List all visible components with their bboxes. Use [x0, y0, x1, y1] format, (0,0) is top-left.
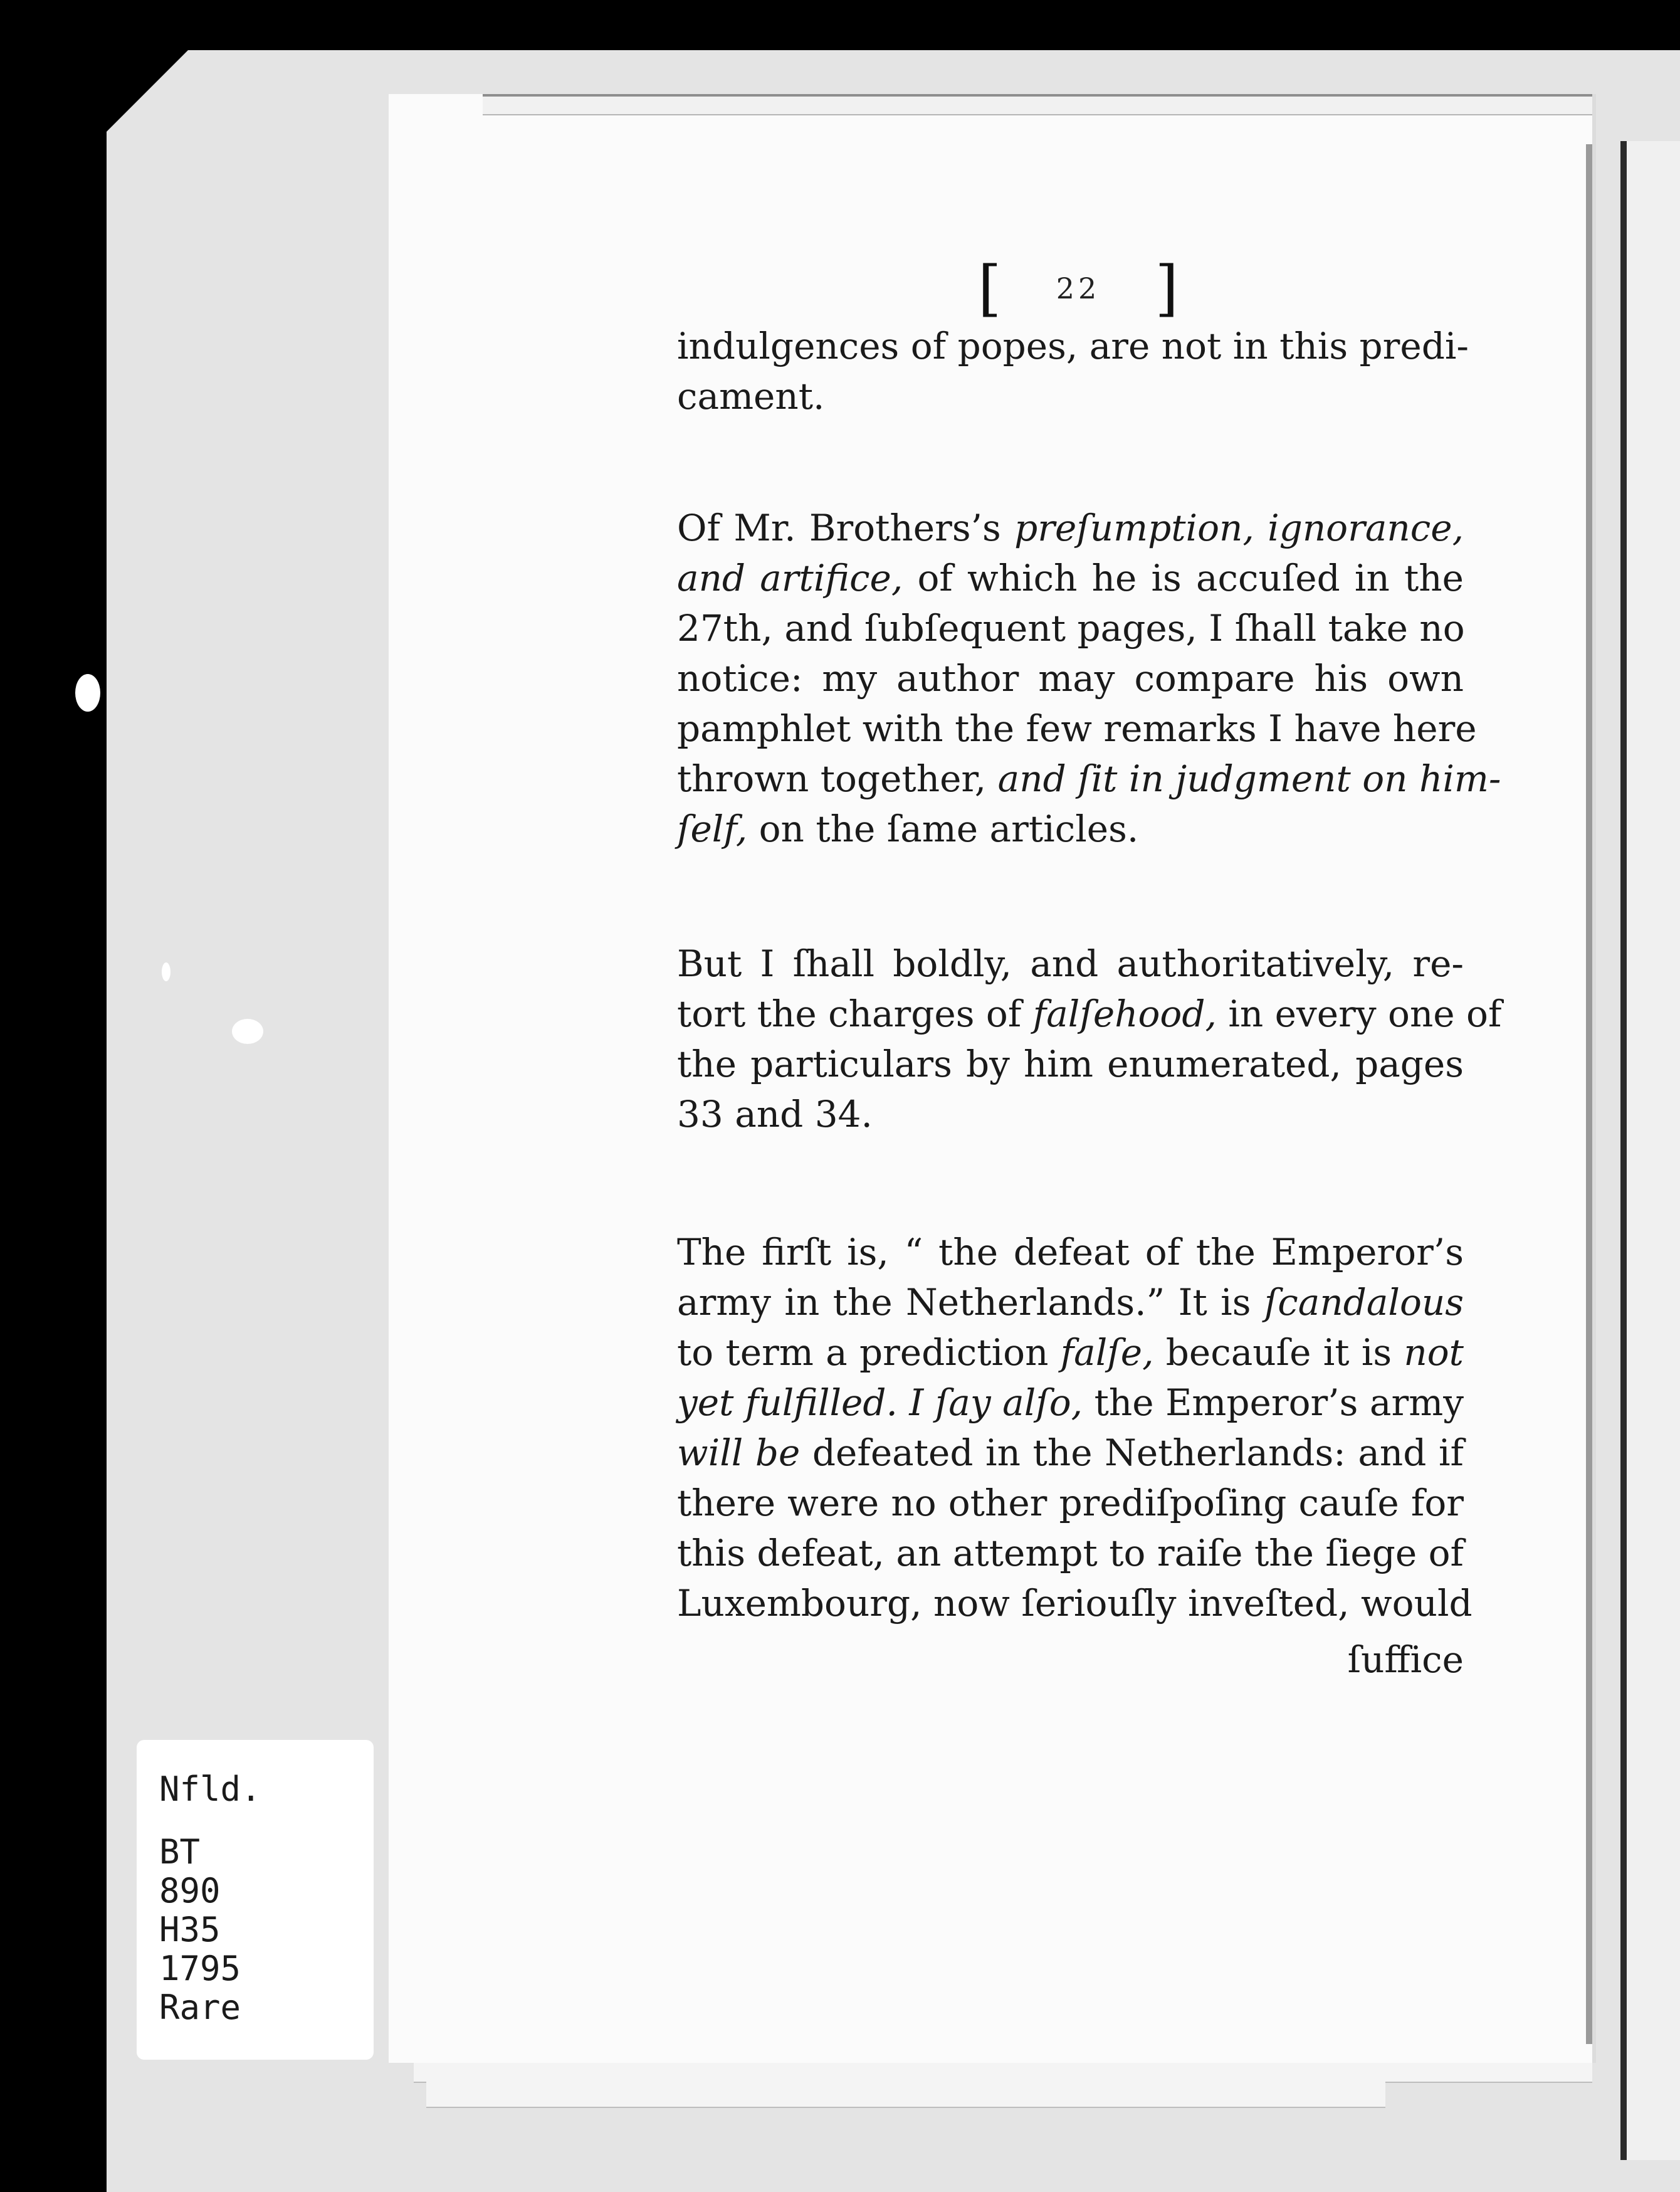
dust-speck — [232, 1019, 263, 1044]
text-line — [677, 1527, 1464, 1579]
text-run: cament. — [677, 375, 825, 418]
text-run: to term a prediction — [677, 1331, 1061, 1374]
text-run: the particulars by him enumerated, pages — [677, 1043, 1464, 1085]
italic-text: and ſit in judgment on him- — [997, 757, 1501, 800]
label-line: BT — [159, 1832, 201, 1872]
text-run: of which he is accuſed in the — [903, 557, 1464, 599]
italic-text: falſe, — [1060, 1331, 1154, 1374]
label-line: Nfld. — [159, 1769, 261, 1809]
page-gutter — [1586, 144, 1592, 2044]
page-top-edge — [483, 94, 1592, 115]
page-header — [978, 254, 1179, 323]
text-line — [677, 702, 1477, 755]
text-run: army in the Netherlands.” It is — [677, 1281, 1264, 1324]
italic-text: ſelf, — [677, 808, 748, 850]
text-line — [677, 1038, 1464, 1090]
text-run: this defeat, an attempt to raiſe the ſiege of — [677, 1532, 1464, 1574]
catchword: ſuffice — [1347, 1638, 1464, 1681]
text-line — [677, 1426, 1464, 1479]
text-line — [677, 602, 1464, 655]
dust-speck — [162, 962, 171, 981]
bracket-close: ] — [1155, 253, 1179, 324]
text-run: defeated in the Netherlands: and if — [800, 1431, 1464, 1474]
italic-text: preſumption, ignorance, — [1014, 507, 1464, 549]
italic-text: falſehood, — [1032, 993, 1217, 1035]
text-line — [677, 1376, 1464, 1429]
text-line — [677, 652, 1464, 705]
text-run: becauſe it is — [1153, 1331, 1404, 1374]
text-run: notice: my author may compare his own — [677, 657, 1464, 700]
text-run: indulgences of popes, are not in this predi- — [677, 325, 1469, 367]
text-line — [677, 370, 1464, 423]
text-line — [677, 1326, 1464, 1379]
text-line — [677, 803, 1464, 855]
text-run: on the ſame articles. — [747, 808, 1139, 850]
next-page-edge — [1620, 141, 1680, 2160]
text-line — [677, 502, 1464, 554]
label-line: H35 — [159, 1910, 221, 1949]
text-line — [677, 320, 1469, 372]
text-run: pamphlet with the few remarks I have here — [677, 707, 1477, 750]
text-run: 27th, and ſubſequent pages, I ſhall take no — [677, 607, 1465, 650]
text-run: Luxembourg, now ſeriouſly inveſted, would — [677, 1582, 1473, 1625]
text-run: But I ſhall boldly, and authoritatively, re- — [677, 942, 1464, 985]
call-number-label — [137, 1740, 374, 2060]
dust-speck — [75, 674, 100, 712]
label-line: 890 — [159, 1871, 221, 1910]
text-line — [677, 1477, 1464, 1529]
italic-text: ſcandalous — [1264, 1281, 1464, 1324]
text-line — [677, 1088, 1464, 1141]
page-number: 22 — [1056, 271, 1101, 305]
label-line: 1795 — [159, 1949, 241, 1988]
text-run: in every one of — [1216, 993, 1502, 1035]
text-run: Of Mr. Brothers’s — [677, 507, 1015, 549]
label-line: Rare — [159, 1988, 241, 2027]
text-line — [677, 552, 1464, 604]
text-line — [677, 988, 1502, 1040]
text-line — [677, 1226, 1464, 1278]
italic-text: yet fulfilled. I ſay alſo, — [677, 1381, 1083, 1424]
text-run: the Emperor’s army — [1083, 1381, 1464, 1424]
text-run: there were no other prediſpoſing cauſe for — [677, 1482, 1464, 1524]
text-line — [677, 1577, 1473, 1630]
italic-text: will be — [677, 1431, 801, 1474]
text-run: 33 and 34. — [677, 1093, 873, 1136]
text-run: thrown together, — [677, 757, 998, 800]
italic-text: and artifice, — [677, 557, 903, 599]
bracket-open: [ — [978, 253, 1002, 324]
text-line — [677, 752, 1501, 805]
text-run: The firſt is, “ the defeat of the Emperor’s — [677, 1231, 1464, 1273]
italic-text: not — [1404, 1331, 1464, 1374]
text-line — [677, 1276, 1464, 1329]
page-stack-edge — [426, 2082, 1385, 2108]
text-run: tort the charges of — [677, 993, 1033, 1035]
text-line — [677, 937, 1464, 990]
